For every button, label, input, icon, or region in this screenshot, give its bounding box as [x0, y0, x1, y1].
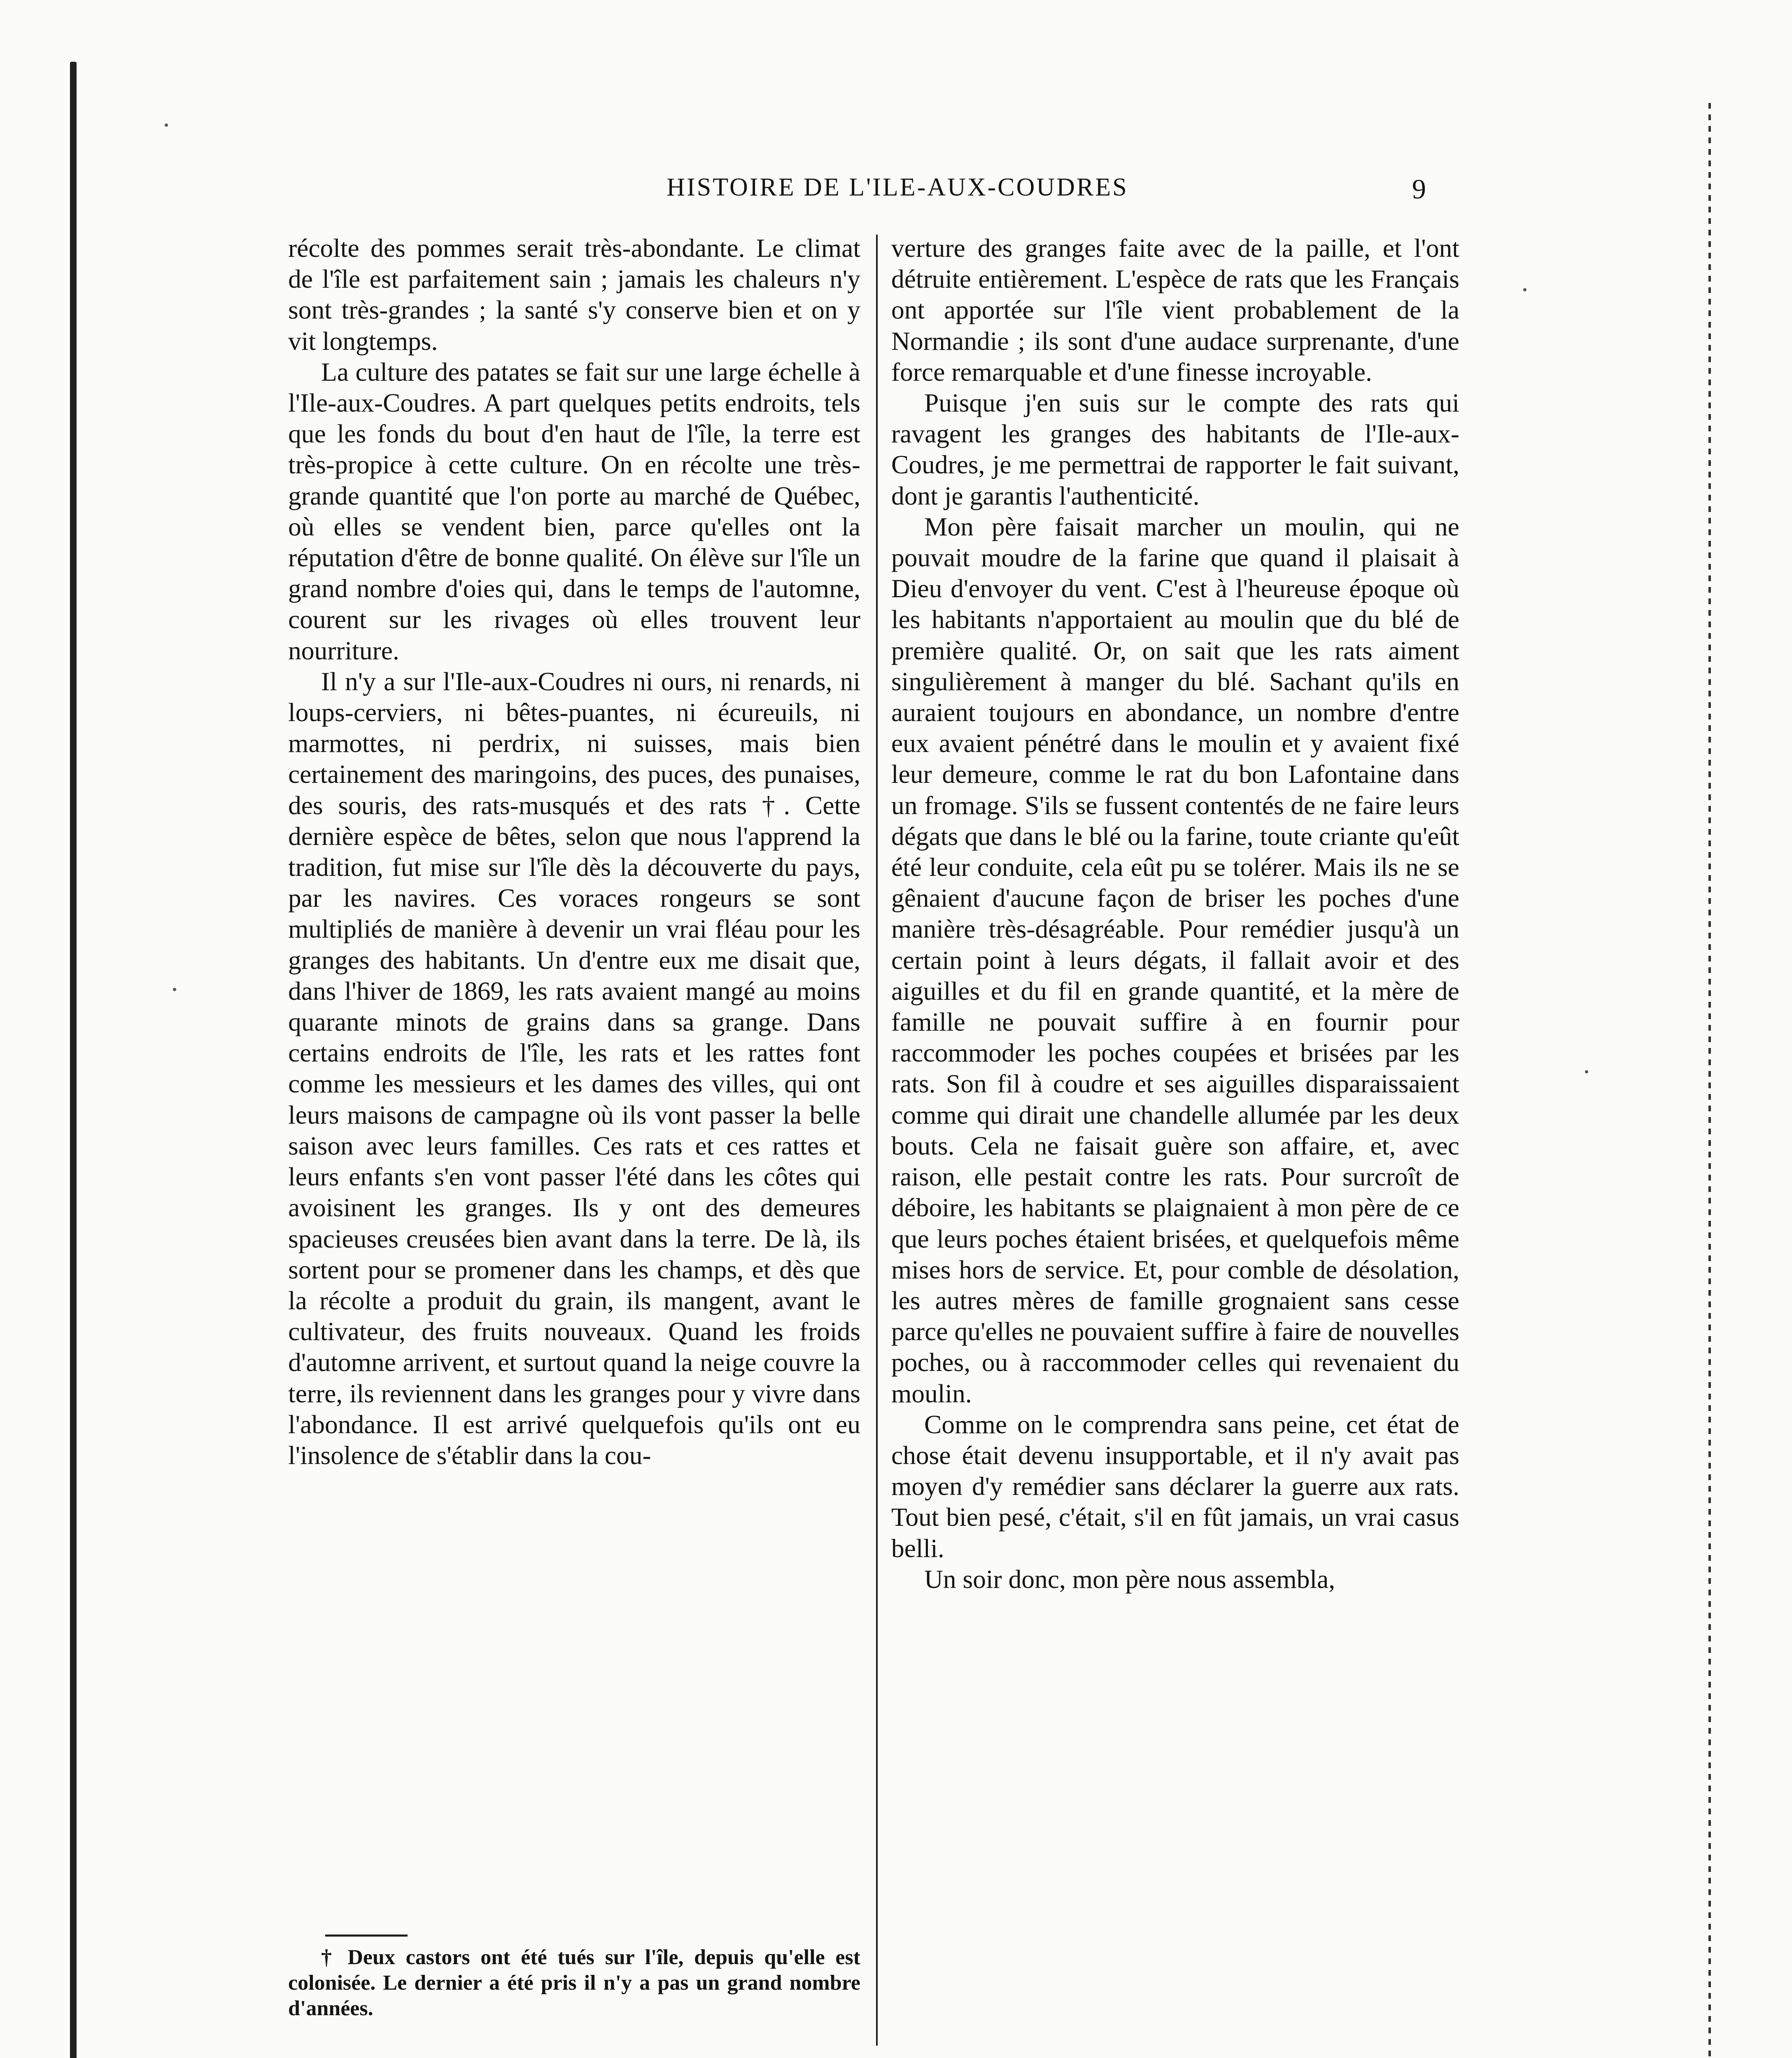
paragraph: récolte des pommes serait très-abondante. Le climat de l'île est parfaitement sain ; jamais les chaleurs n'y sont très-grandes ; la santé s'y conserve bien et on y vit longtemps. [288, 233, 860, 356]
paragraph: Comme on le comprendra sans peine, cet état de chose était devenu insupportable, et il n'y avait pas moyen d'y remédier sans déclarer la guerre aux rats. Tout bien pesé, c'était, s'il en fût jamais, un vrai casus belli. [891, 1409, 1459, 1563]
column-divider [876, 235, 878, 2046]
scan-speck [1585, 1070, 1588, 1073]
scan-speck [173, 988, 176, 991]
paragraph: La culture des patates se fait sur une large échelle à l'Ile-aux-Coudres. A part quelques petits endroits, tels que les fonds du bout d'en haut de l'île, la terre est très-propice à cette culture. On en récolte une très-grande quantité que l'on porte au marché de Québec, où elles se vendent bien, parce qu'elles ont la réputation d'être de bonne qualité. On élève sur l'île un grand nombre d'oies qui, dans le temps de l'automne, courent sur les rivages où elles trouvent leur nourriture. [288, 357, 860, 665]
scan-speck [1523, 288, 1526, 291]
footnote-rule [325, 1935, 408, 1937]
right-column [891, 233, 1459, 1595]
footnote [288, 1945, 860, 2021]
scan-page-edge [1708, 103, 1711, 2058]
paragraph: Il n'y a sur l'Ile-aux-Coudres ni ours, ni renards, ni loups-cerviers, ni bêtes-puantes, ni écureuils, ni marmottes, ni perdrix, ni suisses, mais bien certainement des maringoins, des puces, des punaises, des souris, des rats-musqués et des rats †. Cette dernière espèce de bêtes, selon que nous l'apprend la tradition, fut mise sur l'île dès la découverte du pays, par les navires. Ces voraces rongeurs se sont multipliés de manière à devenir un vrai fléau pour les granges des habitants. Un d'entre eux me disait que, dans l'hiver de 1869, les rats avaient mangé au moins quarante minots de grains dans sa grange. Dans certains endroits de l'île, les rats et les rattes font comme les messieurs et les dames des villes, qui ont leurs maisons de campagne où ils vont passer la belle saison avec leurs familles. Ces rats et ces rattes et leurs enfants s'en vont passer l'été dans les côtes qui avoisinent les granges. Ils y ont des demeures spacieuses creusées bien avant dans la terre. De là, ils sortent pour se promener dans les champs, et dès que la récolte a produit du grain, ils mangent, avant le cultivateur, des fruits nouveaux. Quand les froids d'automne arrivent, et surtout quand la neige couvre la terre, ils reviennent dans les granges pour y vivre dans l'abondance. Il est arrivé quelquefois qu'ils ont eu l'insolence de s'établir dans la cou- [288, 666, 860, 1470]
page-number: 9 [1412, 173, 1426, 205]
paragraph: Un soir donc, mon père nous assembla, [924, 1564, 1335, 1594]
paragraph: Mon père faisait marcher un moulin, qui ne pouvait moudre de la farine que quand il plaisait à Dieu d'envoyer du vent. C'est à l'heureuse époque où les habitants n'apportaient au moulin que du blé de première qualité. Or, on sait que les rats aiment singulièrement à manger du blé. Sachant qu'ils en auraient toujours en abondance, un nombre d'entre eux avaient pénétré dans le moulin et y avaient fixé leur demeure, comme le rat du bon Lafontaine dans un fromage. S'ils se fussent contentés de ne faire leurs dégats que dans le blé ou la farine, toute criante qu'eût été leur conduite, cela eût pu se tolérer. Mais ils ne se gênaient d'aucune façon de briser les poches d'une manière très-désagréable. Pour remédier jusqu'à un certain point à leurs dégats, il fallait avoir et des aiguilles et du fil en grande quantité, et la mère de famille ne pouvait suffire à en fournir pour raccommoder les poches coupées et brisées par les rats. Son fil à coudre et ses aiguilles disparaissaient comme qui dirait une chandelle allumée par les deux bouts. Cela ne faisait guère son affaire, et, avec raison, elle pestait contre les rats. Pour surcroît de déboire, les habitants se plaignaient à mon père de ce que leurs poches étaient brisées, et quelquefois même mises hors de service. Et, pour comble de désolation, les autres mères de famille grognaient sans cesse parce qu'elles ne pouvaient suffire à faire de nouvelles poches, ou à raccommoder celles qui revenaient du moulin. [891, 512, 1459, 1408]
scan-binding-edge [70, 62, 77, 2058]
paragraph: Puisque j'en suis sur le compte des rats qui ravagent les granges des habitants de l'Ile-aux-Coudres, je me permettrai de rapporter le fait suivant, dont je garantis l'authenticité. [891, 388, 1459, 510]
left-column [288, 233, 860, 1471]
running-title: HISTOIRE DE L'ILE-AUX-COUDRES [666, 173, 1128, 201]
paragraph: verture des granges faite avec de la paille, et l'ont détruite entièrement. L'espèce de rats que les Français ont apportée sur l'île vient probablement de la Normandie ; ils sont d'une audace surprenante, d'une force remarquable et d'une finesse incroyable. [891, 233, 1459, 386]
scan-speck [165, 123, 168, 127]
footnote-text: † Deux castors ont été tués sur l'île, depuis qu'elle est colonisée. Le dernier a été pris il n'y a pas un grand nombre d'années. [288, 1946, 860, 2020]
